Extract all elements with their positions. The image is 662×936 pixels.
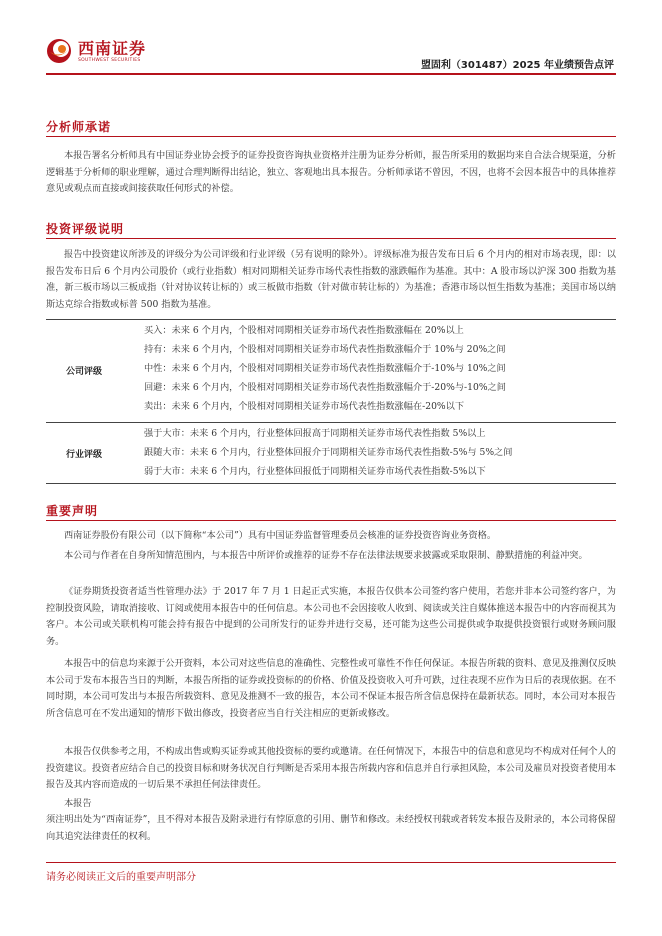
rating-row-hold: 持有：未来 6 个月内，个股相对同期相关证券市场代表性指数涨幅介于 10%与 20%之间 xyxy=(144,344,506,355)
page-header xyxy=(0,0,662,80)
header-divider xyxy=(46,73,616,75)
rating-row-sell: 卖出：未来 6 个月内，个股相对同期相关证券市场代表性指数涨幅在-20%以下 xyxy=(144,401,465,412)
logo-english-name: SOUTHWEST SECURITIES xyxy=(78,57,141,63)
disclaimer-paragraph-7: 须注明出处为“西南证券”，且不得对本报告及附录进行有悖原意的引用、删节和修改。未经授权刊载或者转发本报告及附录的，本公司将保留向其追究法律责任的权利。 xyxy=(46,814,616,842)
rating-row-underperform: 弱于大市：未来 6 个月内，行业整体回报低于同期相关证券市场代表性指数-5%以下 xyxy=(144,466,486,477)
disclaimer-section-divider xyxy=(46,520,616,521)
disclaimer-paragraph-5: 本报告仅供参考之用，不构成出售或购买证券或其他投资标的要约或邀请。在任何情况下，本报告中的信息和意见均不构成对任何个人的投资建议。投资者应结合自己的投资目标和财务状况自行判断是否采用本报告所载内容和信息并自行承担风险，本公司及雇员对投资者使用本报告及其内容而造成的一切后果不承担任何法律责任。 xyxy=(46,746,616,790)
disclaimer-paragraph-4: 本报告中的信息均来源于公开资料，本公司对这些信息的准确性、完整性或可靠性不作任何保证。本报告所载的资料、意见及推测仅反映本公司于发布本报告当日的判断，本报告所指的证券或投资标的的价格、价值及投资收入可升可跌，过往表现不应作为日后的表现依据。在不同时期，本公司可发出与本报告所载资料、意见及推测不一致的报告，本公司不保证本报告所含信息保持在最新状态。同时，本公司对本报告所含信息可在不发出通知的情形下做出修改，投资者应当自行关注相应的更新或修改。 xyxy=(46,658,616,719)
logo-mark-icon xyxy=(46,38,72,64)
company-rating-group xyxy=(46,319,616,421)
industry-rating-label: 行业评级 xyxy=(65,450,102,460)
industry-rating-group xyxy=(46,422,616,484)
company-rating-rows xyxy=(144,321,614,416)
rating-table xyxy=(46,319,616,477)
analyst-commitment-text: 本报告署名分析师具有中国证券业协会授予的证券投资咨询执业资格并注册为证券分析师，报告所采用的数据均来自合法合规渠道，分析逻辑基于分析师的职业理解，通过合理判断得出结论，独立、客观地出具本报告。分析师承诺不曾因，不因，也将不会因本报告中的具体推荐意见或观点而直接或间接获取任何形式的补偿。 xyxy=(46,150,616,194)
disclaimer-paragraph-2: 本公司与作者在自身所知情范围内，与本报告中所评价或推荐的证券不存在法律法规要求披露或采取限制、静默措施的利益冲突。 xyxy=(64,550,588,561)
rating-section-divider xyxy=(46,238,616,239)
rating-row-outperform: 强于大市：未来 6 个月内，行业整体回报高于同期相关证券市场代表性指数 5%以上 xyxy=(144,428,486,439)
company-logo xyxy=(46,38,146,64)
rating-section-heading: 投资评级说明 xyxy=(46,222,125,236)
industry-rating-rows xyxy=(144,424,614,481)
logo-chinese-name: 西南证券 xyxy=(78,38,147,58)
disclaimer-paragraph-6: 本报告 xyxy=(64,798,92,809)
footer-notice: 请务必阅读正文后的重要声明部分 xyxy=(46,872,196,883)
analyst-section-divider xyxy=(46,136,616,137)
rating-row-avoid: 回避：未来 6 个月内，个股相对同期相关证券市场代表性指数涨幅介于-20%与-10%之间 xyxy=(144,382,506,393)
disclaimer-paragraph-3: 《证券期货投资者适当性管理办法》于 2017 年 7 月 1 日起正式实施，本报告仅供本公司签约客户使用，若您并非本公司签约客户，为控制投资风险，请取消接收、订阅或使用本报告中的任何信息。本公司也不会因接收人收到、阅读或关注自媒体推送本报告中的内容而视其为客户。本公司或关联机构可能会持有报告中提到的公司所发行的证券并进行交易，还可能为这些公司提供或争取提供投资银行或财务顾问服务。 xyxy=(46,586,616,647)
report-title: 盟固利（301487）2025 年业绩预告点评 xyxy=(420,60,614,71)
footer-divider xyxy=(46,862,616,863)
company-rating-label: 公司评级 xyxy=(65,367,102,377)
disclaimer-paragraph-1: 西南证券股份有限公司（以下简称“本公司”）具有中国证券监督管理委员会核准的证券投资咨询业务资格。 xyxy=(64,530,497,541)
disclaimer-section-heading: 重要声明 xyxy=(46,504,99,518)
rating-row-buy: 买入：未来 6 个月内，个股相对同期相关证券市场代表性指数涨幅在 20%以上 xyxy=(144,325,464,336)
rating-intro-text: 报告中投资建议所涉及的评级分为公司评级和行业评级（另有说明的除外）。评级标准为报告发布日后 6 个月内的相对市场表现，即：以报告发布日后 6 个月内公司股价（或行业指数）相对同期相关证券市场代表性指数的涨跌幅作为基准。其中：A 股市场以沪深 300 指数为基准，新三板市场以三板成指（针对协议转让标的）或三板做市指数（针对做市转让标的）为基准；香港市场以恒生指数为基准；美国市场以纳斯达克综合指数或标普 500 指数为基准。 xyxy=(46,249,616,310)
rating-row-market-perform: 跟随大市：未来 6 个月内，行业整体回报介于同期相关证券市场代表性指数-5%与 5%之间 xyxy=(144,447,513,458)
analyst-section-heading: 分析师承诺 xyxy=(46,120,112,134)
rating-row-neutral: 中性：未来 6 个月内，个股相对同期相关证券市场代表性指数涨幅介于-10%与 10%之间 xyxy=(144,363,506,374)
